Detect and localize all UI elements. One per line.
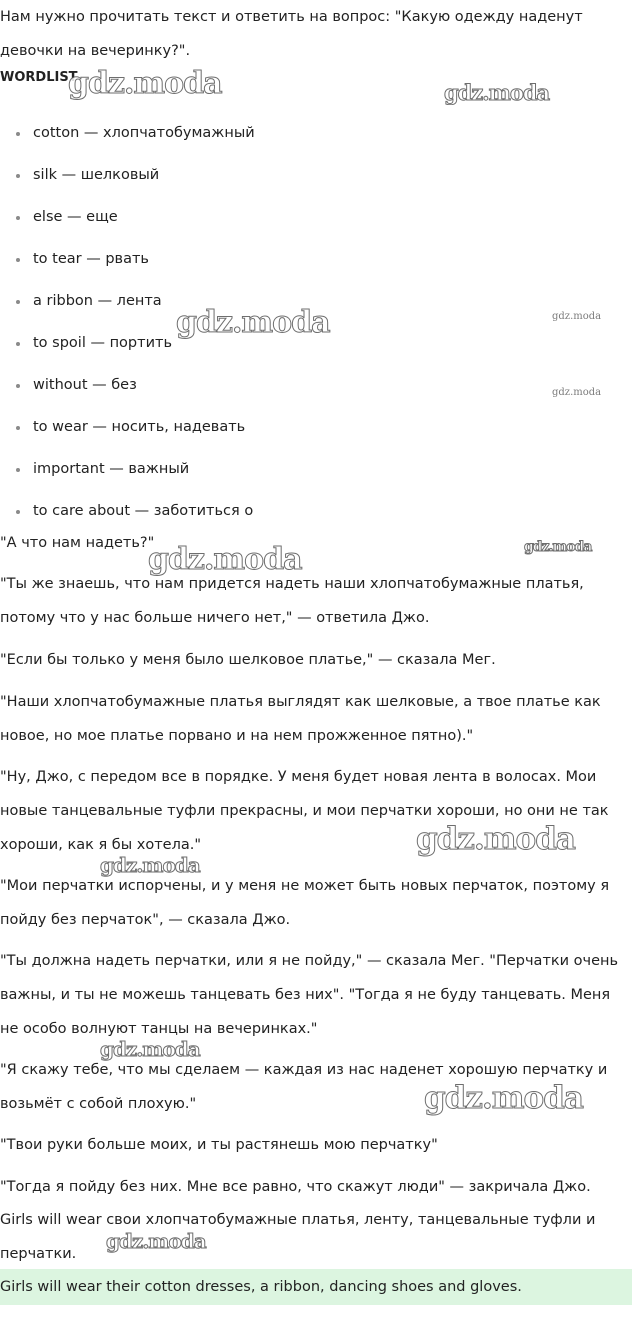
paragraph: "Я скажу тебе, что мы сделаем — каждая из нас наденет хорошую перчатку и возьмёт с собой плохую." bbox=[0, 1062, 608, 1112]
paragraph: "Ты должна надеть перчатки, или я не пойду," — сказала Мег. "Перчатки очень важны, и ты не можешь танцевать без них". "Тогда я не буду танцевать. Меня не особо волнуют танцы на вечеринках." bbox=[0, 953, 619, 1037]
wordlist-heading: WORDLIST bbox=[0, 70, 78, 85]
list-item: to spoil — портить bbox=[0, 326, 255, 368]
paragraph: "Мои перчатки испорчены, и у меня не может быть новых перчаток, поэтому я пойду без перчаток", — сказала Джо. bbox=[0, 878, 610, 928]
watermark-logo: gdz.moda bbox=[424, 1080, 583, 1116]
list-item: to wear — носить, надевать bbox=[0, 410, 255, 452]
watermark-logo: gdz.moda bbox=[552, 387, 602, 398]
list-item: cotton — хлопчатобумажный bbox=[0, 116, 255, 158]
list-item: without — без bbox=[0, 368, 255, 410]
paragraph: "А что нам надеть?" bbox=[0, 535, 155, 551]
intro-text: Нам нужно прочитать текст и ответить на вопрос: "Какую одежду наденут девочки на вечеринку?". bbox=[0, 9, 583, 59]
paragraph: "Ты же знаешь, что нам придется надеть наши хлопчатобумажные платья, потому что у нас больше ничего нет," — ответила Джо. bbox=[0, 576, 584, 626]
answer-highlight: Girls will wear their cotton dresses, a ribbon, dancing shoes and gloves. bbox=[0, 1269, 632, 1305]
paragraph: "Наши хлопчатобумажные платья выглядят как шелковые, а твое платье как новое, но мое платье порвано и на нем прожженное пятно)." bbox=[0, 694, 601, 744]
paragraph: Girls will wear свои хлопчатобумажные платья, ленту, танцевальные туфли и перчатки. bbox=[0, 1212, 596, 1262]
watermark-logo: gdz.moda bbox=[524, 539, 592, 555]
list-item: a ribbon — лента bbox=[0, 284, 255, 326]
watermark-logo: gdz.moda bbox=[444, 80, 550, 105]
list-item: silk — шелковый bbox=[0, 158, 255, 200]
list-item: to care about — заботиться о bbox=[0, 494, 255, 536]
list-item: to tear — рвать bbox=[0, 242, 255, 284]
watermark-logo: gdz.moda bbox=[100, 853, 200, 877]
watermark-logo: gdz.moda bbox=[176, 305, 330, 340]
list-item: else — еще bbox=[0, 200, 255, 242]
list-item: important — важный bbox=[0, 452, 255, 494]
watermark-logo: gdz.moda bbox=[100, 1037, 200, 1061]
paragraph: "Если бы только у меня было шелковое платье," — сказала Мег. bbox=[0, 652, 496, 668]
paragraph: "Тогда я пойду без них. Мне все равно, что скажут люди" — закричала Джо. bbox=[0, 1179, 591, 1195]
watermark-logo: gdz.moda bbox=[68, 66, 222, 101]
paragraph: "Ну, Джо, с передом все в порядке. У меня будет новая лента в волосах. Мои новые танцевальные туфли прекрасны, и мои перчатки хороши, но они не так хороши, как я бы хотела." bbox=[0, 769, 609, 853]
watermark-logo: gdz.moda bbox=[416, 821, 575, 857]
watermark-logo: gdz.moda bbox=[148, 542, 302, 577]
watermark-logo: gdz.moda bbox=[106, 1229, 206, 1253]
watermark-logo: gdz.moda bbox=[552, 311, 602, 322]
paragraph: "Твои руки больше моих, и ты растянешь мою перчатку" bbox=[0, 1137, 438, 1153]
